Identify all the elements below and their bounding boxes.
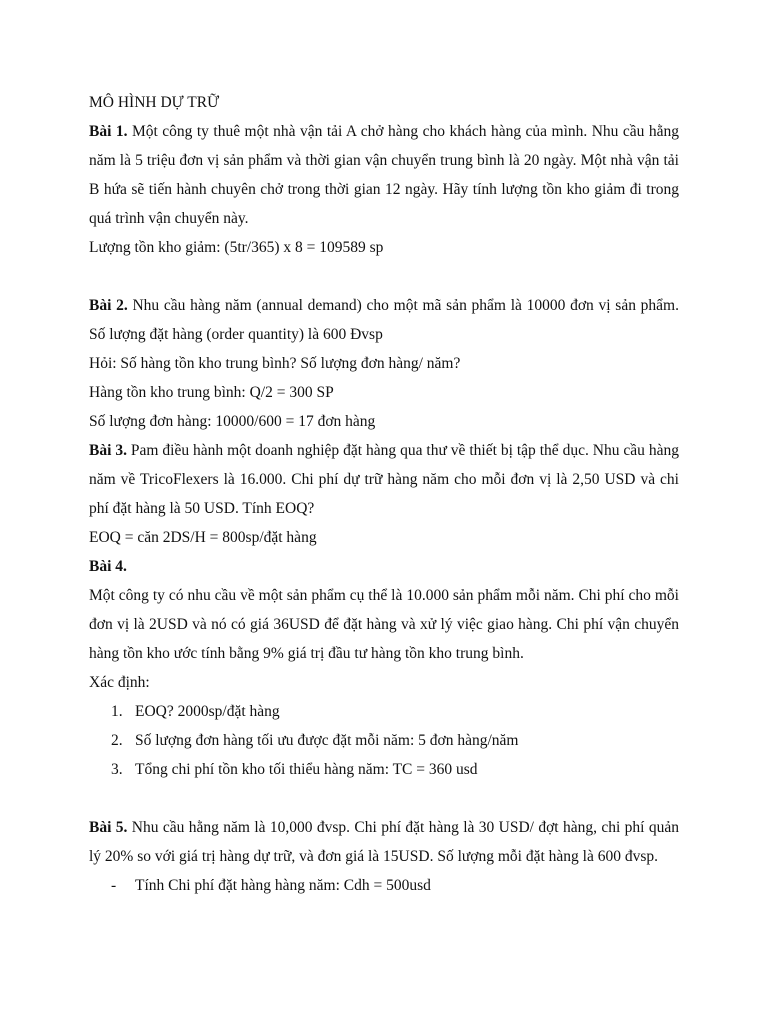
- exercise-2-text: Nhu cầu hàng năm (annual demand) cho một mã sản phẩm là 10000 đơn vị sản phẩm. Số lượng đặt hàng (order quantity) là 600 Đvsp: [89, 297, 679, 343]
- list-marker: 3.: [111, 761, 123, 778]
- exercise-4-list: [89, 697, 679, 784]
- list-marker: -: [111, 877, 117, 894]
- exercise-1-text: Một công ty thuê một nhà vận tải A chở hàng cho khách hàng của mình. Nhu cầu hằng năm là 5 triệu đơn vị sản phẩm và thời gian vận chuyển trung bình là 20 ngày. Một nhà vận tải B hứa sẽ tiến hành chuyên chở trong thời gian 12 ngày. Hãy tính lượng tồn kho giảm đi trong quá trình vận chuyển này.: [89, 123, 679, 227]
- exercise-1-paragraph: [89, 117, 679, 233]
- exercise-4-determine: Xác định:: [89, 674, 150, 691]
- exercise-2-paragraph: [89, 291, 679, 349]
- exercise-1-label: Bài 1.: [89, 123, 128, 140]
- exercise-3-paragraph: [89, 436, 679, 523]
- list-item: [89, 726, 679, 755]
- list-item-text: Tổng chi phí tồn kho tối thiểu hàng năm: TC = 360 usd: [135, 761, 478, 778]
- spacer: [89, 262, 679, 291]
- exercise-2-answer-1: Hàng tồn kho trung bình: Q/2 = 300 SP: [89, 384, 334, 401]
- list-item: [89, 697, 679, 726]
- list-item: [89, 755, 679, 784]
- exercise-2-label: Bài 2.: [89, 297, 128, 314]
- document-title: MÔ HÌNH DỰ TRỮ: [89, 94, 220, 111]
- exercise-5-paragraph: [89, 813, 679, 871]
- exercise-2-question: Hỏi: Số hàng tồn kho trung bình? Số lượng đơn hàng/ năm?: [89, 355, 461, 372]
- spacer: [89, 784, 679, 813]
- exercise-4-text: Một công ty có nhu cầu về một sản phẩm cụ thể là 10.000 sản phẩm mỗi năm. Chi phí cho mỗi đơn vị là 2USD và nó có giá 36USD để đặt hàng và xử lý việc giao hàng. Chi phí vận chuyển hàng tồn kho ước tính bằng 9% giá trị đầu tư hàng tồn kho trung bình.: [89, 587, 679, 662]
- document-page: [89, 88, 679, 900]
- exercise-4-label: Bài 4.: [89, 558, 127, 575]
- exercise-5-list: [89, 871, 679, 900]
- list-marker: 2.: [111, 732, 123, 749]
- exercise-5-label: Bài 5.: [89, 819, 128, 836]
- list-item-text: EOQ? 2000sp/đặt hàng: [135, 703, 280, 720]
- exercise-3-answer: EOQ = căn 2DS/H = 800sp/đặt hàng: [89, 529, 317, 546]
- list-item-text: Số lượng đơn hàng tối ưu được đặt mỗi năm: 5 đơn hàng/năm: [135, 732, 519, 749]
- list-item: [89, 871, 679, 900]
- exercise-2-answer-2: Số lượng đơn hàng: 10000/600 = 17 đơn hàng: [89, 413, 376, 430]
- list-item-text: Tính Chi phí đặt hàng hàng năm: Cdh = 500usd: [135, 877, 431, 894]
- exercise-3-label: Bài 3.: [89, 442, 127, 459]
- exercise-1-answer: Lượng tồn kho giảm: (5tr/365) x 8 = 109589 sp: [89, 239, 384, 256]
- list-marker: 1.: [111, 703, 123, 720]
- exercise-3-text: Pam điều hành một doanh nghiệp đặt hàng qua thư về thiết bị tập thể dục. Nhu cầu hàng năm về TricoFlexers là 16.000. Chi phí dự trữ hàng năm cho mỗi đơn vị là 2,50 USD và chi phí đặt hàng là 50 USD. Tính EOQ?: [89, 442, 680, 517]
- exercise-5-text: Nhu cầu hằng năm là 10,000 đvsp. Chi phí đặt hàng là 30 USD/ đợt hàng, chi phí quản lý 20% so với giá trị hàng dự trữ, và đơn giá là 15USD. Số lượng mỗi đặt hàng là 600 đvsp.: [89, 819, 680, 865]
